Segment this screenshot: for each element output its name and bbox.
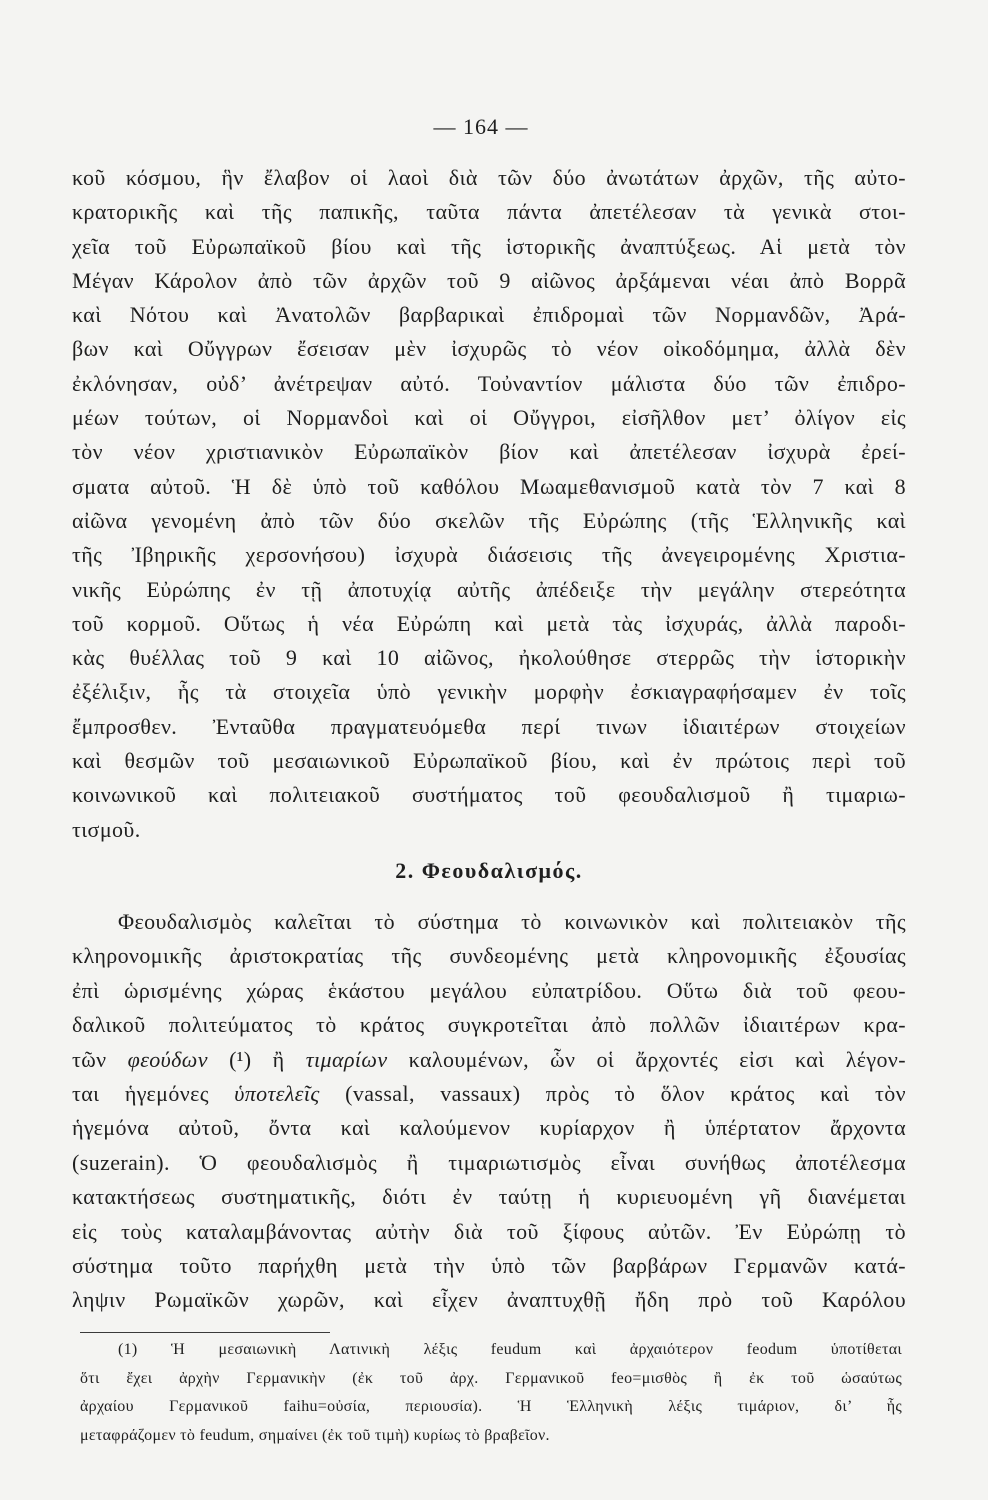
text-line: καὶ Νότου καὶ Ἀνατολῶν βαρβαρικαὶ ἐπιδρομαὶ τῶν Νορμανδῶν, Ἀρά- — [72, 302, 906, 328]
page-number: — 164 — — [433, 114, 529, 139]
text-line: (suzerain). Ὁ φεουδαλισμὸς ἢ τιμαριωτισμὸς εἶναι συνήθως ἀποτέλεσμα — [72, 1149, 906, 1175]
text-line — [72, 1043, 906, 1077]
section-heading: 2. Φεουδαλισμός. — [395, 858, 583, 883]
text-line: κρατορικῆς καὶ τῆς παπικῆς, ταῦτα πάντα ἀπετέλεσαν τὰ γενικὰ στοι- — [72, 199, 906, 225]
text-line: βων καὶ Οὔγγρων ἔσεισαν μὲν ἰσχυρῶς τὸ νέον οἰκοδόμημα, ἀλλὰ δὲν — [72, 336, 906, 362]
text-line: ἔμπροσθεν. Ἐνταῦθα πραγματευόμεθα περί τινων ἰδιαιτέρων στοιχείων — [72, 713, 906, 739]
text-line: κληρονομικῆς ἀριστοκρατίας τῆς συνδεομένης μετὰ κληρονομικῆς ἐξουσίας — [72, 943, 906, 969]
text-line: ἐξέλιξιν, ἧς τὰ στοιχεῖα ὑπὸ γενικὴν μορφὴν ἐσκιαγραφήσαμεν ἐν τοῖς — [72, 679, 906, 705]
text-line: νικῆς Εὐρώπης ἐν τῇ ἀποτυχίᾳ αὐτῆς ἀπέδειξε τὴν μεγάλην στερεότητα — [72, 576, 906, 602]
footnote-divider — [80, 1332, 330, 1333]
text-line: Μέγαν Κάρολον ἀπὸ τῶν ἀρχῶν τοῦ 9 αἰῶνος ἀρξάμεναι νέαι ἀπὸ Βορρᾶ — [72, 267, 906, 293]
text-line: ἐκλόνησαν, οὐδ’ ἀνέτρεψαν αὐτό. Τοὐναντίον μάλιστα δύο τῶν ἐπιδρο- — [72, 370, 906, 396]
text-line: τοῦ κορμοῦ. Οὕτως ἡ νέα Εὐρώπη καὶ μετὰ τὰς ἰσχυράς, ἀλλὰ παροδι- — [72, 610, 906, 636]
italic-term: τιμαρίων — [305, 1046, 388, 1072]
italic-term: ὑποτελεῖς — [234, 1080, 320, 1106]
paragraph — [72, 905, 906, 1318]
paragraph — [72, 161, 906, 847]
text-line: χεῖα τοῦ Εὐρωπαϊκοῦ βίου καὶ τῆς ἱστορικῆς ἀναπτύξεως. Αἱ μετὰ τὸν — [72, 233, 906, 259]
text-line: ἡγεμόνα αὐτοῦ, ὄντα καὶ καλούμενον κυρίαρχον ἢ ὑπέρτατον ἄρχοντα — [72, 1115, 906, 1141]
text-line: τισμοῦ. — [72, 816, 141, 842]
text-segment: (vassal, vassaux) πρὸς τὸ ὅλον κράτος καὶ τὸν — [319, 1080, 906, 1106]
footnote-line: μεταφράζομεν τὸ feudum, σημαίνει (ἐκ τοῦ τιμὴ) κυρίως τὸ βραβεῖον. — [80, 1427, 550, 1445]
text-segment: ται ἡγεμόνες — [72, 1080, 235, 1106]
text-line: δαλικοῦ πολιτεύματος τὸ κράτος συγκροτεῖται ἀπὸ πολλῶν ἰδιαιτέρων κρα- — [72, 1012, 906, 1038]
text-line: κοινωνικοῦ καὶ πολιτειακοῦ συστήματος τοῦ φεουδαλισμοῦ ἢ τιμαριω- — [72, 782, 906, 808]
footnote — [80, 1336, 902, 1451]
text-line: σματα αὐτοῦ. Ἡ δὲ ὑπὸ τοῦ καθόλου Μωαμεθανισμοῦ κατὰ τὸν 7 καὶ 8 — [72, 473, 906, 499]
text-line: τὸν νέον χριστιανικὸν Εὐρωπαϊκὸν βίον καὶ ἀπετέλεσαν ἰσχυρὰ ἐρεί- — [72, 439, 906, 465]
text-line — [72, 1077, 906, 1111]
text-line: κατακτήσεως συστηματικῆς, διότι ἐν ταύτῃ ἡ κυριευομένη γῆ διανέμεται — [72, 1184, 906, 1210]
text-line: εἰς τοὺς καταλαμβάνοντας αὐτὴν διὰ τοῦ ξίφους αὐτῶν. Ἐν Εὐρώπῃ τὸ — [72, 1218, 906, 1244]
text-line: κοῦ κόσμου, ἣν ἔλαβον οἱ λαοὶ διὰ τῶν δύο ἀνωτάτων ἀρχῶν, τῆς αὐτο- — [72, 165, 906, 190]
footnote-line: ἀρχαίου Γερμανικοῦ faihu=οὐσία, περιουσία). Ἡ Ἑλληνικὴ λέξις τιμάριον, δι’ ἧς — [80, 1398, 902, 1416]
text-line: αἰῶνα γενομένη ἀπὸ τῶν δύο σκελῶν τῆς Εὐρώπης (τῆς Ἑλληνικῆς καὶ — [72, 507, 906, 533]
text-segment: (¹) ἢ — [207, 1046, 306, 1072]
footnote-line: (1) Ἡ μεσαιωνικὴ Λατινικὴ λέξις feudum καὶ ἀρχαιότερον feodum ὑποτίθεται — [118, 1341, 902, 1358]
italic-term: φεούδων — [127, 1046, 208, 1072]
text-segment: τῶν — [72, 1046, 128, 1072]
text-line: ληψιν Ρωμαϊκῶν χωρῶν, καὶ εἶχεν ἀναπτυχθῇ ἤδη πρὸ τοῦ Καρόλου — [72, 1287, 906, 1313]
text-line: κὰς θυέλλας τοῦ 9 καὶ 10 αἰῶνος, ἠκολούθησε στερρῶς τὴν ἱστορικὴν — [72, 645, 906, 671]
text-line: Φεουδαλισμὸς καλεῖται τὸ σύστημα τὸ κοινωνικὸν καὶ πολιτειακὸν τῆς — [118, 909, 906, 934]
footnote-line: ὅτι ἔχει ἀρχὴν Γερμανικὴν (ἐκ τοῦ ἀρχ. Γερμανικοῦ feo=μισθὸς ἢ ἐκ τοῦ ὡσαύτως — [80, 1369, 902, 1387]
text-segment: καλουμένων, ὧν οἱ ἄρχοντές εἰσι καὶ λέγον- — [387, 1046, 906, 1072]
text-line: σύστημα τοῦτο παρήχθη μετὰ τὴν ὑπὸ τῶν βαρβάρων Γερμανῶν κατά- — [72, 1252, 906, 1278]
text-line: ἐπὶ ὡρισμένης χώρας ἑκάστου μεγάλου εὐπατρίδου. Οὕτω διὰ τοῦ φεου- — [72, 977, 906, 1003]
text-line: μέων τούτων, οἱ Νορμανδοὶ καὶ οἱ Οὔγγροι, εἰσῆλθον μετ’ ὀλίγον εἰς — [72, 405, 906, 431]
text-line: τῆς Ἰβηρικῆς χερσονήσου) ἰσχυρὰ διάσεισις τῆς ἀνεγειρομένης Χριστια- — [72, 542, 906, 568]
text-line: καὶ θεσμῶν τοῦ μεσαιωνικοῦ Εὐρωπαϊκοῦ βίου, καὶ ἐν πρώτοις περὶ τοῦ — [72, 748, 906, 774]
